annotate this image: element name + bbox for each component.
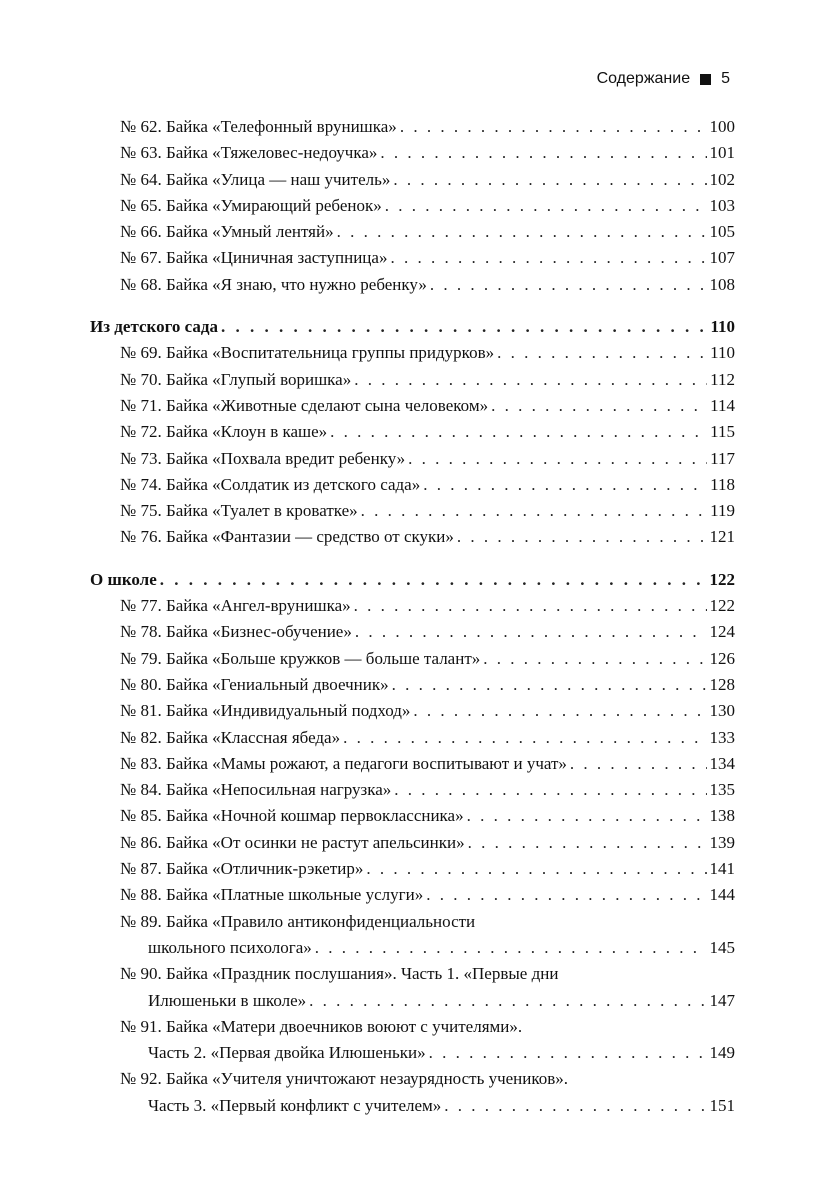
dot-leader — [394, 777, 706, 803]
toc-entry — [90, 193, 735, 219]
toc-entry — [90, 446, 735, 472]
entry-page-number: 121 — [709, 527, 735, 547]
entry-title: № 83. Байка «Мамы рожают, а педагоги воспитывают и учат» — [120, 753, 567, 773]
entry-title: № 88. Байка «Платные школьные услуги» — [120, 885, 424, 905]
entry-page-number: 128 — [709, 674, 735, 694]
dot-leader — [361, 498, 707, 524]
toc-entry-wrapped — [90, 1014, 735, 1067]
dot-leader — [315, 935, 707, 961]
entry-title-line1: № 89. Байка «Правило антиконфиденциальности — [120, 911, 476, 931]
entry-title: № 67. Байка «Циничная заступница» — [120, 248, 388, 268]
entry-page-number: 122 — [709, 596, 735, 616]
dot-leader — [426, 882, 706, 908]
entry-title: № 79. Байка «Больше кружков — больше талант» — [120, 648, 481, 668]
running-header-page-number: 5 — [721, 70, 730, 87]
dot-leader — [393, 167, 706, 193]
entry-title: № 86. Байка «От осинки не растут апельсинки» — [120, 832, 465, 852]
toc-entry — [90, 777, 735, 803]
entry-page-number: 103 — [709, 195, 735, 215]
entry-page-number: 114 — [710, 395, 735, 415]
entry-title: № 72. Байка «Клоун в каше» — [120, 422, 328, 442]
dot-leader — [385, 193, 707, 219]
entry-page-number: 145 — [709, 937, 735, 957]
dot-leader — [343, 725, 706, 751]
dot-leader — [366, 856, 706, 882]
entry-page-number: 126 — [709, 648, 735, 668]
entry-title: № 75. Байка «Туалет в кроватке» — [120, 501, 358, 521]
entry-page-number: 147 — [709, 990, 735, 1010]
entry-page-number: 102 — [709, 169, 735, 189]
entry-page-number: 100 — [709, 117, 735, 136]
entry-title: № 74. Байка «Солдатик из детского сада» — [120, 474, 421, 494]
dot-leader — [392, 672, 707, 698]
dot-leader — [467, 803, 707, 829]
toc-entry — [90, 393, 735, 419]
toc-entry — [90, 830, 735, 856]
entry-page-number: 119 — [710, 501, 735, 521]
dot-leader — [423, 472, 707, 498]
entry-page-number: 112 — [710, 369, 735, 389]
entry-page-number: 135 — [709, 780, 735, 800]
entry-page-number: 149 — [709, 1043, 735, 1063]
entry-page-number: 151 — [709, 1095, 735, 1115]
entry-title: № 62. Байка «Телефонный врунишка» — [120, 117, 397, 136]
toc-group-continued — [90, 114, 735, 298]
running-header-title: Содержание — [596, 70, 691, 87]
entry-page-number: 101 — [709, 143, 735, 163]
entry-title: № 84. Байка «Непосильная нагрузка» — [120, 780, 392, 800]
entry-page-number: 108 — [709, 274, 735, 294]
toc-entry — [90, 245, 735, 271]
dot-leader — [430, 272, 707, 298]
entry-title-line1: № 91. Байка «Матери двоечников воюют с учителями». — [120, 1016, 523, 1036]
toc-entry — [90, 725, 735, 751]
dot-leader — [400, 114, 707, 140]
entry-title-line2-row — [90, 935, 735, 961]
toc-entry — [90, 340, 735, 366]
entry-title-line2-row — [90, 1040, 735, 1066]
entry-title: № 70. Байка «Глупый воришка» — [120, 369, 352, 389]
dot-leader — [160, 567, 707, 593]
entry-page-number: 105 — [709, 222, 735, 242]
entry-title-line2-row — [90, 988, 735, 1014]
toc-entry — [90, 882, 735, 908]
entry-title: № 78. Байка «Бизнес-обучение» — [120, 622, 352, 642]
entry-title-line2: Часть 2. «Первая двойка Илюшеньки» — [148, 1043, 426, 1063]
entry-title-line2: школьного психолога» — [148, 937, 312, 957]
entry-title: № 82. Байка «Классная ябеда» — [120, 727, 341, 747]
entry-title-line2: Часть 3. «Первый конфликт с учителем» — [148, 1095, 442, 1115]
dot-leader — [457, 524, 707, 550]
section-title: О школе — [90, 569, 157, 589]
toc-group-school-wrapped — [90, 909, 735, 1119]
entry-title: № 81. Байка «Индивидуальный подход» — [120, 701, 411, 721]
entry-title: № 87. Байка «Отличник-рэкетир» — [120, 859, 364, 879]
toc-entry-wrapped — [90, 961, 735, 1014]
toc-entry — [90, 698, 735, 724]
entry-page-number: 133 — [709, 727, 735, 747]
running-header — [597, 70, 730, 88]
square-bullet-icon — [700, 74, 711, 85]
toc-section-school — [90, 567, 735, 593]
dot-leader — [337, 219, 707, 245]
entry-page-number: 115 — [710, 422, 735, 442]
toc-entry — [90, 167, 735, 193]
entry-page-number: 144 — [709, 885, 735, 905]
toc-entry — [90, 498, 735, 524]
entry-page-number: 110 — [710, 343, 735, 363]
toc-entry-wrapped — [90, 909, 735, 962]
entry-title: № 76. Байка «Фантазии — средство от скуки» — [120, 527, 454, 547]
toc-entry — [90, 140, 735, 166]
entry-title: № 63. Байка «Тяжеловес-недоучка» — [120, 143, 378, 163]
dot-leader — [330, 419, 707, 445]
dot-leader — [483, 646, 706, 672]
toc-entry — [90, 856, 735, 882]
toc-entry — [90, 619, 735, 645]
entry-title: № 66. Байка «Умный лентяй» — [120, 222, 334, 242]
entry-page-number: 130 — [709, 701, 735, 721]
dot-leader — [468, 830, 707, 856]
toc-entry — [90, 419, 735, 445]
entry-title-line1: № 90. Байка «Праздник послушания». Часть 1. «Первые дни — [120, 964, 559, 984]
entry-title: № 80. Байка «Гениальный двоечник» — [120, 674, 389, 694]
entry-title: № 77. Байка «Ангел-врунишка» — [120, 596, 351, 616]
dot-leader — [354, 367, 707, 393]
entry-title-line1: № 92. Байка «Учителя уничтожают незаурядность учеников». — [120, 1069, 569, 1089]
section-page-number: 110 — [710, 317, 735, 337]
dot-leader — [570, 751, 707, 777]
dot-leader — [429, 1040, 707, 1066]
entry-page-number: 141 — [709, 859, 735, 879]
dot-leader — [413, 698, 706, 724]
entry-page-number: 117 — [710, 448, 735, 468]
entry-page-number: 139 — [709, 832, 735, 852]
dot-leader — [355, 619, 707, 645]
entry-page-number: 134 — [709, 753, 735, 773]
dot-leader — [309, 988, 706, 1014]
dot-leader — [354, 593, 707, 619]
toc-entry — [90, 593, 735, 619]
entry-title: № 65. Байка «Умирающий ребенок» — [120, 195, 382, 215]
dot-leader — [390, 245, 706, 271]
toc-entry — [90, 524, 735, 550]
entry-page-number: 138 — [709, 806, 735, 826]
dot-leader — [444, 1093, 706, 1119]
entry-title-line2: Илюшеньки в школе» — [148, 990, 307, 1010]
toc-entry — [90, 272, 735, 298]
entry-title-line2-row — [90, 1093, 735, 1119]
dot-leader — [221, 314, 707, 340]
entry-title: № 71. Байка «Животные сделают сына человеком» — [120, 395, 489, 415]
entry-page-number: 124 — [709, 622, 735, 642]
dot-leader — [408, 446, 707, 472]
dot-leader — [380, 140, 706, 166]
entry-page-number: 107 — [709, 248, 735, 268]
toc-group-kindergarten — [90, 340, 735, 550]
toc-entry — [90, 472, 735, 498]
entry-page-number: 118 — [710, 474, 735, 494]
entry-title: № 69. Байка «Воспитательница группы придурков» — [120, 343, 495, 363]
toc-section-kindergarten — [90, 314, 735, 340]
toc-entry — [90, 114, 735, 140]
section-title: Из детского сада — [90, 317, 219, 337]
table-of-contents — [90, 114, 735, 1119]
toc-entry — [90, 751, 735, 777]
section-page-number: 122 — [709, 569, 735, 589]
entry-title: № 64. Байка «Улица — наш учитель» — [120, 169, 391, 189]
toc-entry — [90, 672, 735, 698]
toc-entry — [90, 367, 735, 393]
entry-title: № 68. Байка «Я знаю, что нужно ребенку» — [120, 274, 427, 294]
entry-title: № 85. Байка «Ночной кошмар первоклассника» — [120, 806, 464, 826]
toc-entry-wrapped — [90, 1066, 735, 1119]
toc-group-school — [90, 593, 735, 909]
dot-leader — [497, 340, 707, 366]
toc-entry — [90, 646, 735, 672]
dot-leader — [491, 393, 707, 419]
entry-title: № 73. Байка «Похвала вредит ребенку» — [120, 448, 406, 468]
toc-entry — [90, 219, 735, 245]
toc-entry — [90, 803, 735, 829]
